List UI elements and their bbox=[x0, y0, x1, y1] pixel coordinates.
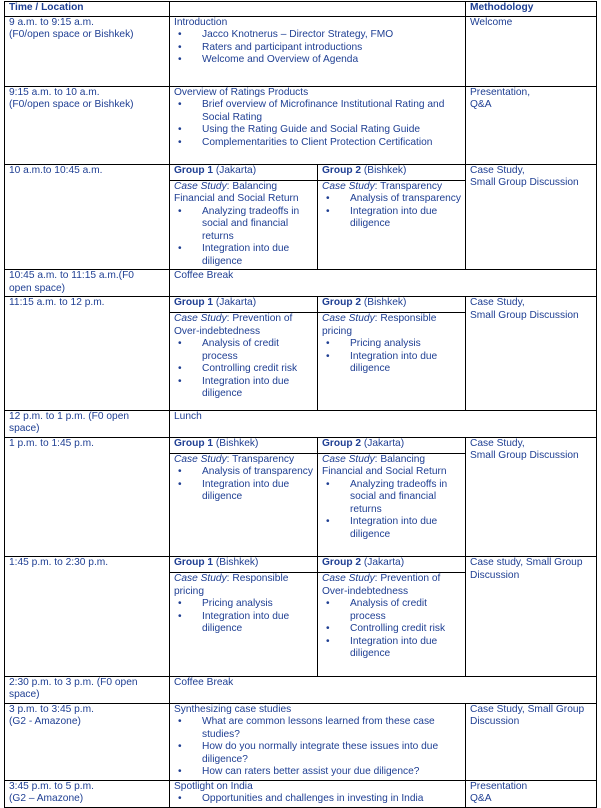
method-cell: Case Study, Small Group Discussion bbox=[466, 164, 597, 270]
list-item: • Integration into due diligence bbox=[346, 636, 461, 661]
groups-table bbox=[170, 557, 465, 676]
list-item: • Integration into due diligence bbox=[198, 479, 313, 504]
group1-header: Group 1 (Jakarta) bbox=[170, 165, 318, 181]
session-cell bbox=[170, 780, 466, 807]
list-item: • Controlling credit risk bbox=[346, 623, 461, 636]
break-cell: Coffee Break bbox=[170, 676, 597, 703]
agenda-row bbox=[5, 16, 597, 86]
time-cell: 3:45 p.m. to 5 p.m. (G2 – Amazone) bbox=[5, 780, 170, 807]
session-title: Introduction bbox=[174, 16, 228, 28]
agenda-row bbox=[5, 676, 597, 703]
list-item: • Integration into due diligence bbox=[198, 611, 313, 636]
agenda-row bbox=[5, 297, 597, 411]
session-bullets bbox=[174, 99, 461, 149]
groups-cell bbox=[170, 164, 466, 270]
agenda-row bbox=[5, 410, 597, 437]
session-title: Synthesizing case studies bbox=[174, 703, 292, 715]
time-cell: 10:45 a.m. to 11:15 a.m.(F0 open space) bbox=[5, 270, 170, 297]
agenda-row bbox=[5, 703, 597, 780]
break-cell: Coffee Break bbox=[170, 270, 597, 297]
list-item: • Opportunities and challenges in investing in India bbox=[198, 793, 461, 806]
list-item: • Analysis of transparency bbox=[346, 193, 461, 206]
list-item: • Complementarities to Client Protection Certification bbox=[198, 137, 461, 150]
group2-header: Group 2 (Bishkek) bbox=[318, 297, 466, 313]
group2-content: Case Study: Balancing Financial and Social Return • Analyzing tradeoffs in social and financial returns • Integration into due diligence bbox=[318, 453, 466, 556]
list-item: • Brief overview of Microfinance Institutional Rating and Social Rating bbox=[198, 99, 461, 124]
list-item: • Analysis of credit process bbox=[198, 338, 313, 363]
method-cell: Case Study, Small Group Discussion bbox=[466, 297, 597, 411]
agenda-row bbox=[5, 437, 597, 557]
list-item: • Analysis of transparency bbox=[198, 466, 313, 479]
time-cell: 12 p.m. to 1 p.m. (F0 open space) bbox=[5, 410, 170, 437]
list-item: • Using the Rating Guide and Social Rating Guide bbox=[198, 124, 461, 137]
agenda-row bbox=[5, 780, 597, 807]
list-item: • Analyzing tradeoffs in social and financial returns bbox=[198, 206, 313, 244]
time-cell: 9 a.m. to 9:15 a.m. (F0/open space or Bishkek) bbox=[5, 16, 170, 86]
list-item: • Integration into due diligence bbox=[198, 376, 313, 401]
agenda-table bbox=[4, 1, 597, 808]
list-item: • Integration into due diligence bbox=[346, 351, 461, 376]
group2-header: Group 2 (Jakarta) bbox=[318, 438, 466, 454]
method-cell: Case study, Small Group Discussion bbox=[466, 557, 597, 677]
list-item: • How can raters better assist your due diligence? bbox=[198, 766, 461, 779]
session-title: Overview of Ratings Products bbox=[174, 86, 309, 98]
session-cell bbox=[170, 16, 466, 86]
session-bullets bbox=[174, 29, 461, 67]
method-cell: Case Study, Small Group Discussion bbox=[466, 437, 597, 557]
group2-content: Case Study: Transparency • Analysis of transparency • Integration into due diligence bbox=[318, 180, 466, 269]
list-item: • Welcome and Overview of Agenda bbox=[198, 54, 461, 67]
session-cell bbox=[170, 703, 466, 780]
group1-header: Group 1 (Bishkek) bbox=[170, 557, 318, 573]
list-item: • Raters and participant introductions bbox=[198, 42, 461, 55]
agenda-row bbox=[5, 164, 597, 270]
agenda-row bbox=[5, 86, 597, 164]
list-item: • Analysis of credit process bbox=[346, 598, 461, 623]
session-title: Spotlight on India bbox=[174, 780, 253, 792]
method-cell: Presentation Q&A bbox=[466, 780, 597, 807]
header-time-location: Time / Location bbox=[5, 2, 170, 17]
groups-cell bbox=[170, 297, 466, 411]
list-item: • Integration into due diligence bbox=[198, 243, 313, 268]
list-item: • Jacco Knotnerus – Director Strategy, FMO bbox=[198, 29, 461, 42]
method-cell: Welcome bbox=[466, 16, 597, 86]
group2-content: Case Study: Prevention of Over-indebtedness • Analysis of credit process • Controlling credit risk • Integration into due diligence bbox=[318, 573, 466, 676]
header-session bbox=[170, 2, 466, 17]
agenda-row bbox=[5, 270, 597, 297]
time-cell: 1 p.m. to 1:45 p.m. bbox=[5, 437, 170, 557]
time-cell: 3 p.m. to 3:45 p.m. (G2 - Amazone) bbox=[5, 703, 170, 780]
group1-header: Group 1 (Bishkek) bbox=[170, 438, 318, 454]
list-item: • What are common lessons learned from these case studies? bbox=[198, 716, 461, 741]
group1-content: Case Study: Prevention of Over-indebtedness • Analysis of credit process • Controlling credit risk • Integration into due diligence bbox=[170, 313, 318, 410]
time-cell: 1:45 p.m. to 2:30 p.m. bbox=[5, 557, 170, 677]
break-cell: Lunch bbox=[170, 410, 597, 437]
groups-table bbox=[170, 297, 465, 410]
method-cell: Case Study, Small Group Discussion bbox=[466, 703, 597, 780]
group2-content: Case Study: Responsible pricing • Pricing analysis • Integration into due diligence bbox=[318, 313, 466, 410]
session-cell bbox=[170, 86, 466, 164]
groups-table bbox=[170, 438, 465, 557]
group1-header: Group 1 (Jakarta) bbox=[170, 297, 318, 313]
list-item: • Pricing analysis bbox=[346, 338, 461, 351]
list-item: • Pricing analysis bbox=[198, 598, 313, 611]
list-item: • How do you normally integrate these issues into due diligence? bbox=[198, 741, 461, 766]
time-cell: 11:15 a.m. to 12 p.m. bbox=[5, 297, 170, 411]
group2-header: Group 2 (Bishkek) bbox=[318, 165, 466, 181]
group1-content: Case Study: Balancing Financial and Social Return • Analyzing tradeoffs in social and financial returns • Integration into due diligence bbox=[170, 180, 318, 269]
group1-content: Case Study: Responsible pricing • Pricing analysis • Integration into due diligence bbox=[170, 573, 318, 676]
header-methodology: Methodology bbox=[466, 2, 597, 17]
list-item: • Integration into due diligence bbox=[346, 516, 461, 541]
session-bullets bbox=[174, 716, 461, 779]
agenda-row bbox=[5, 557, 597, 677]
session-bullets bbox=[174, 793, 461, 806]
method-cell: Presentation, Q&A bbox=[466, 86, 597, 164]
time-cell: 10 a.m.to 10:45 a.m. bbox=[5, 164, 170, 270]
list-item: • Integration into due diligence bbox=[346, 206, 461, 231]
group1-content: Case Study: Transparency • Analysis of transparency • Integration into due diligence bbox=[170, 453, 318, 556]
groups-cell bbox=[170, 557, 466, 677]
header-row bbox=[5, 2, 597, 17]
list-item: • Analyzing tradeoffs in social and financial returns bbox=[346, 479, 461, 517]
agenda-page bbox=[4, 1, 596, 808]
time-cell: 9:15 a.m. to 10 a.m. (F0/open space or Bishkek) bbox=[5, 86, 170, 164]
groups-cell bbox=[170, 437, 466, 557]
group2-header: Group 2 (Jakarta) bbox=[318, 557, 466, 573]
time-cell: 2:30 p.m. to 3 p.m. (F0 open space) bbox=[5, 676, 170, 703]
groups-table bbox=[170, 165, 465, 270]
list-item: • Controlling credit risk bbox=[198, 363, 313, 376]
